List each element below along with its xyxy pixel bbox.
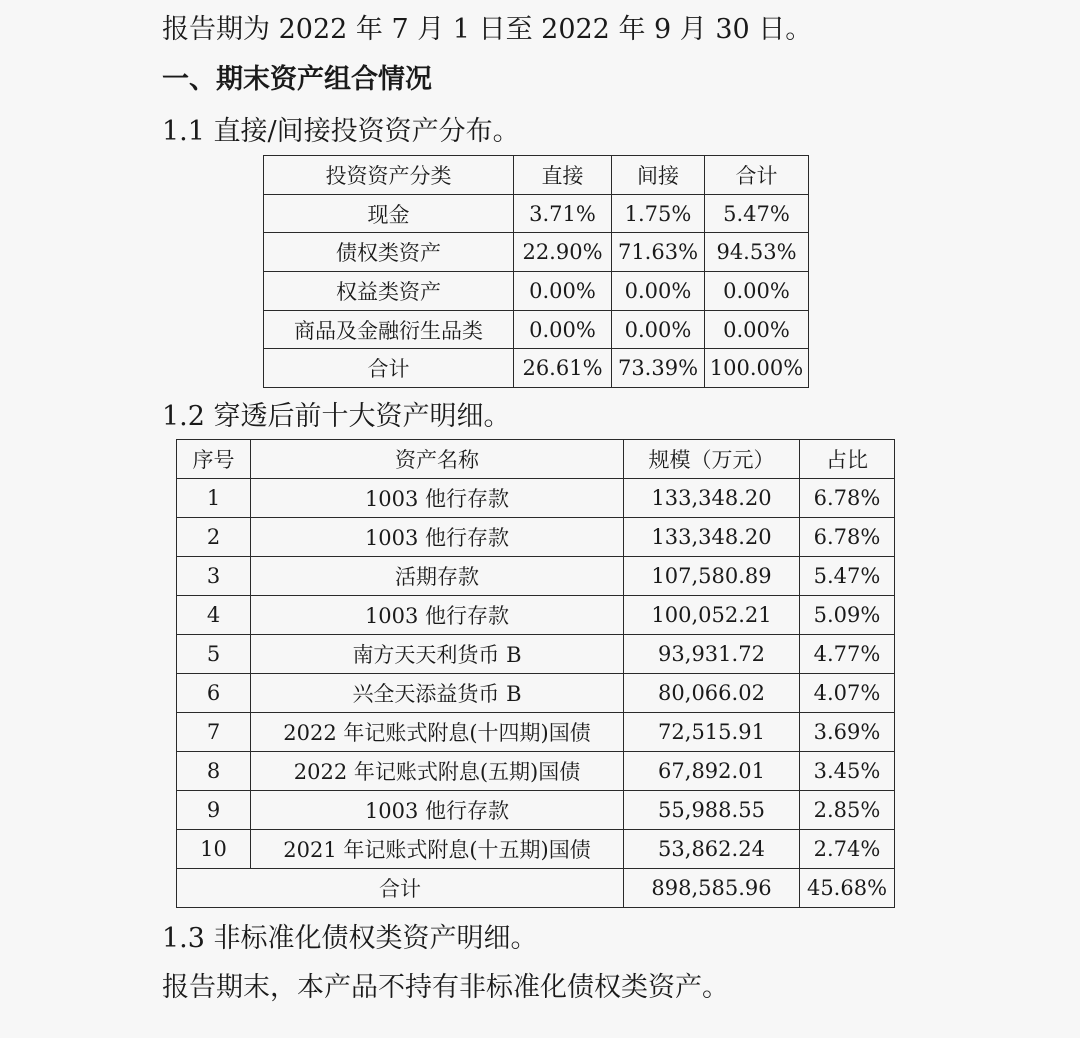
- cell-direct: 0.00%: [514, 272, 612, 311]
- cell-amount: 133,348.20: [624, 479, 800, 518]
- cell-asset-name: 活期存款: [251, 557, 624, 596]
- cell-indirect: 1.75%: [612, 194, 705, 233]
- cell-ratio: 5.09%: [800, 596, 895, 635]
- cell-amount: 55,988.55: [624, 791, 800, 830]
- cell-asset-name: 1003 他行存款: [251, 479, 624, 518]
- cell-amount: 93,931.72: [624, 635, 800, 674]
- subsection-heading-1-2: 1.2 穿透后前十大资产明细。: [162, 401, 511, 432]
- cell-indirect: 0.00%: [612, 310, 705, 349]
- cell-category: 现金: [264, 194, 514, 233]
- table-row: [177, 635, 895, 674]
- cell-indirect: 0.00%: [612, 272, 705, 311]
- cell-direct: 26.61%: [514, 349, 612, 388]
- cell-asset-name: 2021 年记账式附息(十五期)国债: [251, 830, 624, 869]
- cell-index: 3: [177, 557, 251, 596]
- cell-index: 7: [177, 713, 251, 752]
- header-ratio: 占比: [800, 440, 895, 479]
- cell-asset-name: 兴全天添益货币 B: [251, 674, 624, 713]
- cell-asset-name: 1003 他行存款: [251, 791, 624, 830]
- cell-total: 0.00%: [705, 272, 809, 311]
- header-indirect: 间接: [612, 156, 705, 195]
- cell-ratio: 3.45%: [800, 752, 895, 791]
- top-ten-assets-table: [176, 439, 895, 908]
- cell-ratio: 6.78%: [800, 479, 895, 518]
- cell-direct: 22.90%: [514, 233, 612, 272]
- cell-index: 5: [177, 635, 251, 674]
- cell-amount: 107,580.89: [624, 557, 800, 596]
- cell-indirect: 73.39%: [612, 349, 705, 388]
- cell-ratio: 6.78%: [800, 518, 895, 557]
- subsection-heading-1-3: 1.3 非标准化债权类资产明细。: [162, 923, 538, 954]
- table-row: [177, 518, 895, 557]
- header-total: 合计: [705, 156, 809, 195]
- cell-indirect: 71.63%: [612, 233, 705, 272]
- table-row: [177, 830, 895, 869]
- cell-index: 6: [177, 674, 251, 713]
- header-index: 序号: [177, 440, 251, 479]
- cell-asset-name: 2022 年记账式附息(十四期)国债: [251, 713, 624, 752]
- report-period-text: 报告期为 2022 年 7 月 1 日至 2022 年 9 月 30 日。: [162, 14, 813, 45]
- cell-ratio: 5.47%: [800, 557, 895, 596]
- cell-amount: 67,892.01: [624, 752, 800, 791]
- subsection-heading-1-1: 1.1 直接/间接投资资产分布。: [162, 116, 520, 147]
- table-row: [177, 479, 895, 518]
- table-row: [264, 310, 809, 349]
- table-row: [177, 596, 895, 635]
- header-category: 投资资产分类: [264, 156, 514, 195]
- cell-total-ratio: 45.68%: [800, 869, 895, 908]
- header-amount: 规模（万元）: [624, 440, 800, 479]
- cell-amount: 133,348.20: [624, 518, 800, 557]
- cell-amount: 72,515.91: [624, 713, 800, 752]
- table-row: [177, 791, 895, 830]
- cell-total-label: 合计: [177, 869, 624, 908]
- table-row: [177, 557, 895, 596]
- header-direct: 直接: [514, 156, 612, 195]
- cell-total: 100.00%: [705, 349, 809, 388]
- cell-amount: 53,862.24: [624, 830, 800, 869]
- cell-index: 4: [177, 596, 251, 635]
- cell-ratio: 2.74%: [800, 830, 895, 869]
- cell-index: 9: [177, 791, 251, 830]
- cell-category: 商品及金融衍生品类: [264, 310, 514, 349]
- table-header-row: [177, 440, 895, 479]
- table-row: [264, 233, 809, 272]
- cell-ratio: 4.07%: [800, 674, 895, 713]
- cell-total: 94.53%: [705, 233, 809, 272]
- cell-total: 0.00%: [705, 310, 809, 349]
- cell-total: 5.47%: [705, 194, 809, 233]
- cell-category: 权益类资产: [264, 272, 514, 311]
- table-total-row: [264, 349, 809, 388]
- cell-asset-name: 南方天天利货币 B: [251, 635, 624, 674]
- cell-asset-name: 1003 他行存款: [251, 518, 624, 557]
- cell-amount: 100,052.21: [624, 596, 800, 635]
- cell-direct: 3.71%: [514, 194, 612, 233]
- cell-category: 合计: [264, 349, 514, 388]
- header-asset-name: 资产名称: [251, 440, 624, 479]
- cell-ratio: 2.85%: [800, 791, 895, 830]
- cell-ratio: 4.77%: [800, 635, 895, 674]
- cell-index: 10: [177, 830, 251, 869]
- cell-category: 债权类资产: [264, 233, 514, 272]
- table-row: [264, 272, 809, 311]
- table-row: [177, 713, 895, 752]
- cell-index: 2: [177, 518, 251, 557]
- table-row: [177, 752, 895, 791]
- table-header-row: [264, 156, 809, 195]
- cell-direct: 0.00%: [514, 310, 612, 349]
- asset-distribution-table: [263, 155, 809, 388]
- cell-total-amount: 898,585.96: [624, 869, 800, 908]
- cell-ratio: 3.69%: [800, 713, 895, 752]
- cell-asset-name: 2022 年记账式附息(五期)国债: [251, 752, 624, 791]
- nonstandard-assets-note: 报告期末，本产品不持有非标准化债权类资产。: [162, 972, 729, 1003]
- section-heading-portfolio: 一、期末资产组合情况: [162, 64, 432, 95]
- cell-amount: 80,066.02: [624, 674, 800, 713]
- cell-asset-name: 1003 他行存款: [251, 596, 624, 635]
- cell-index: 1: [177, 479, 251, 518]
- cell-index: 8: [177, 752, 251, 791]
- table-row: [264, 194, 809, 233]
- table-row: [177, 674, 895, 713]
- table-total-row: [177, 869, 895, 908]
